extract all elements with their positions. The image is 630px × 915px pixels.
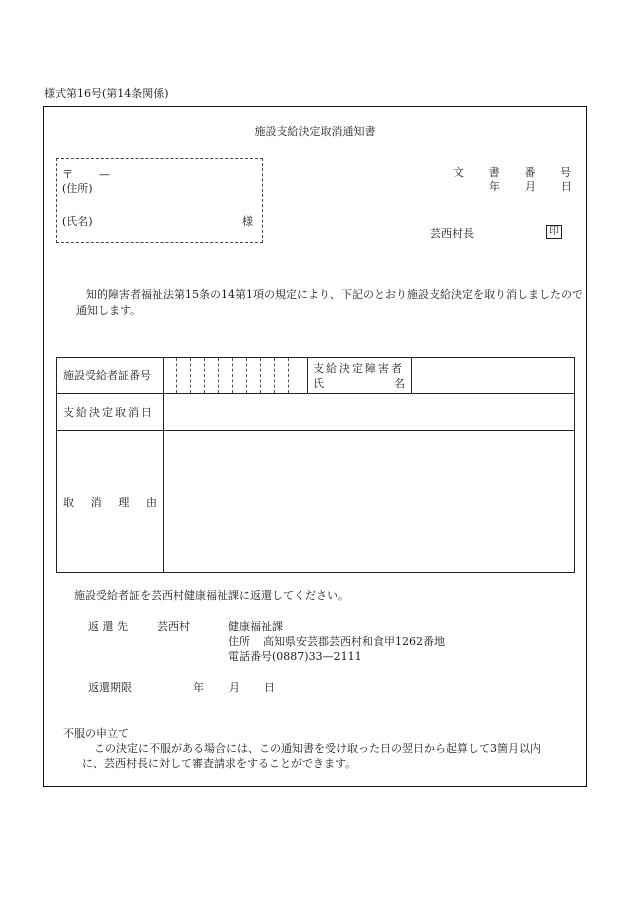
- return-address: 高知県安芸郡芸西村和食甲1262番地: [263, 635, 445, 648]
- seal-stamp: 印: [546, 225, 562, 239]
- deadline-month: 月: [229, 681, 240, 694]
- date-year: 年: [489, 180, 500, 193]
- table-row-divider: [57, 430, 574, 431]
- reason-label-char: 消: [90, 496, 102, 509]
- return-department: 健康福祉課: [228, 620, 283, 633]
- appeal-heading: 不服の申立て: [63, 727, 129, 740]
- digit-box-divider: [260, 358, 261, 393]
- return-instruction: 施設受給者証を芸西村健康福祉課に返還してください。: [74, 589, 349, 602]
- table-row-divider: [57, 393, 574, 394]
- digit-box-divider: [232, 358, 233, 393]
- return-phone: 電話番号(0887)33—2111: [228, 650, 362, 663]
- digit-box-divider: [288, 358, 289, 393]
- cert-number-label: 施設受給者証番号: [63, 369, 151, 382]
- date-day: 日: [561, 180, 572, 193]
- postal-code-dash: —: [99, 168, 110, 181]
- postal-mark: 〒: [62, 168, 73, 181]
- return-address-label: 住所: [228, 635, 250, 648]
- document-number-char: 書: [488, 166, 500, 179]
- reason-label: [63, 497, 157, 508]
- table-column-divider: [307, 358, 308, 393]
- document-title: 施設支給決定取消通知書: [254, 125, 376, 138]
- digit-box-divider: [218, 358, 219, 393]
- digit-box-divider: [190, 358, 191, 393]
- document-number-char: 番: [524, 166, 536, 179]
- recipient-block: [56, 158, 263, 243]
- reason-label-char: 取: [63, 496, 74, 509]
- recipient-label-given: 名: [394, 377, 405, 390]
- document-number-char: 号: [559, 166, 571, 179]
- deadline-label: 返還期限: [88, 681, 132, 694]
- date-month: 月: [525, 180, 536, 193]
- address-label: (住所): [62, 182, 93, 195]
- document-number: [453, 167, 571, 178]
- cancel-date-label: 支給決定取消日: [63, 406, 154, 419]
- honorific: 様: [242, 215, 253, 228]
- digit-box-divider: [274, 358, 275, 393]
- appeal-text-line: この決定に不服がある場合には、この通知書を受け取った日の翌日から起算して3箇月以内: [94, 742, 541, 755]
- reason-label-char: 由: [145, 496, 157, 509]
- appeal-text-line: に、芸西村長に対して審査請求をすることができます。: [82, 757, 357, 770]
- name-label: (氏名): [62, 215, 93, 228]
- form-number: 様式第16号(第14条関係): [44, 87, 169, 100]
- deadline-day: 日: [264, 681, 275, 694]
- digit-box-divider: [204, 358, 205, 393]
- body-text: 知的障害者福祉法第15条の14第1項の規定により、下記のとおり施設支給決定を取り消しましたので通知します。: [76, 288, 583, 317]
- reason-label-char: 理: [118, 496, 130, 509]
- return-village: 芸西村: [157, 620, 190, 633]
- issuer-title: 芸西村長: [430, 227, 474, 240]
- recipient-label-surname: 氏: [313, 377, 324, 390]
- info-table: [56, 357, 575, 573]
- digit-box-divider: [246, 358, 247, 393]
- table-column-divider: [411, 358, 412, 393]
- document-number-char: 文: [453, 166, 464, 179]
- recipient-label: 支給決定障害者: [313, 362, 404, 375]
- return-destination-label: 返 還 先: [88, 620, 128, 633]
- table-column-divider: [163, 358, 164, 572]
- digit-box-divider: [176, 358, 177, 393]
- deadline-year: 年: [193, 681, 204, 694]
